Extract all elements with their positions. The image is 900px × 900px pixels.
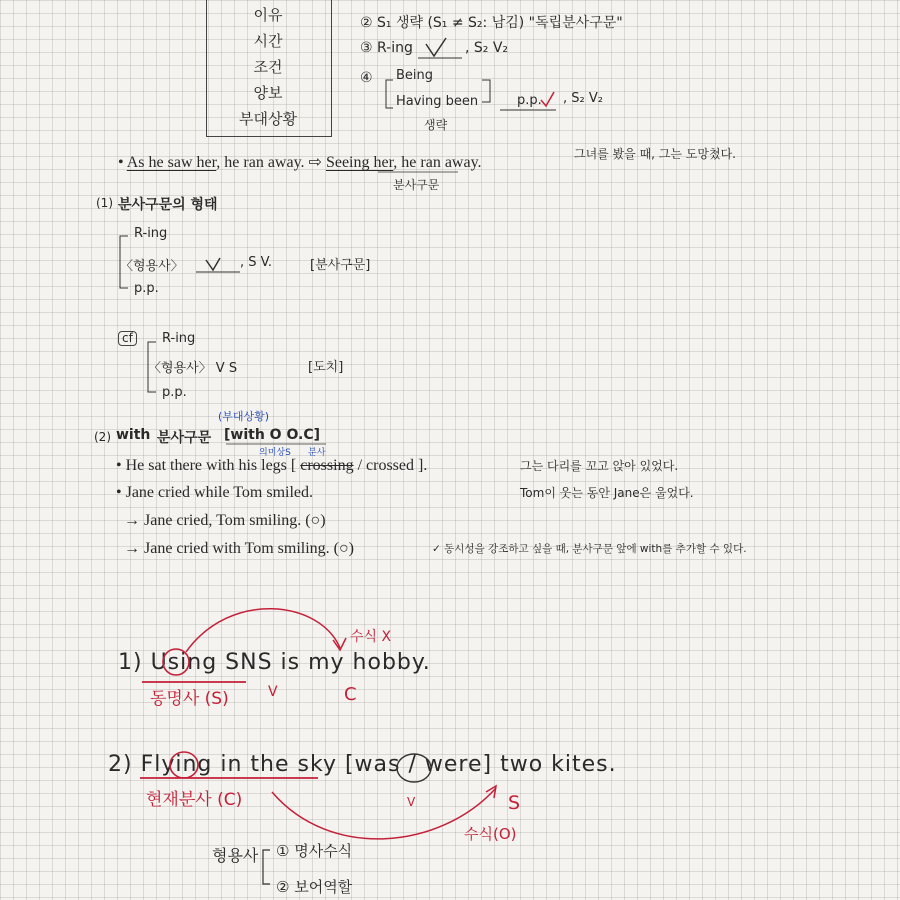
hand-adj-2: ② 보어역할	[276, 878, 353, 896]
ex1-strike: crossing	[300, 457, 354, 474]
ex2-gloss: Tom이 웃는 동안 Jane은 울었다.	[520, 486, 694, 500]
converted-clause: Seeing her	[325, 154, 394, 171]
example-label: 분사구문	[393, 178, 440, 192]
ex1-gloss: 그는 다리를 꼬고 앉아 있었다.	[520, 459, 679, 473]
hand-red-no-modify: 수식 X	[350, 629, 392, 645]
hand-red-gerund: 동명사 (S)	[150, 689, 229, 709]
cf-tag: [도치]	[308, 360, 344, 375]
box-item-time: 시간	[253, 32, 283, 50]
ex3-text: → Jane cried, Tom smiling. (○)	[124, 512, 326, 529]
ex1-rest: / crossed ].	[353, 457, 428, 474]
hand-red-s: S	[508, 792, 521, 814]
item-3-tail: , S₂ V₂	[465, 40, 509, 56]
hand-red-present-participle: 현재분사 (C)	[146, 790, 243, 810]
section-2-with: with	[116, 427, 151, 443]
adj-bracket	[263, 850, 270, 884]
ex2-text: • Jane cried while Tom smiled.	[116, 484, 314, 501]
cf-r-ing: R-ing	[162, 331, 196, 346]
blue-note-participle: 분사	[308, 448, 326, 458]
red-arc-arrow-1	[186, 609, 340, 652]
section-2-heading: 분사구문	[157, 430, 212, 446]
bullet: •	[118, 154, 124, 171]
red-circle-ing-2	[170, 752, 198, 778]
hand-red-v1: V	[268, 684, 278, 700]
converted-rest: , he ran away.	[393, 154, 482, 171]
hand-red-modify-o: 수식(O)	[464, 825, 517, 843]
item-3-label: ③ R-ing	[360, 40, 413, 56]
blue-note-subject: 의미상S	[259, 448, 291, 458]
item-4-having-been: Having been	[396, 94, 479, 109]
circle-were	[397, 754, 431, 782]
form-tag: [분사구문]	[310, 258, 371, 273]
item-4-tail: , S₂ V₂	[563, 91, 603, 106]
hand-sentence-1: 1) Using SNS is my hobby.	[118, 650, 431, 675]
section-1-heading: 분사구문의 형태	[118, 197, 218, 213]
ex1-text: • He sat there with his legs [	[116, 457, 301, 474]
item-2: ② S₁ 생략 (S₁ ≠ S₂: 남김) "독립분사구문"	[360, 15, 623, 31]
cf-bracket	[148, 342, 156, 392]
form-bracket	[120, 236, 128, 288]
form-pp: p.p.	[134, 281, 159, 296]
example-gloss: 그녀를 봤을 때, 그는 도망쳤다.	[574, 147, 736, 161]
orig-clause: As he saw her	[126, 154, 217, 171]
item-4-pp: p.p.	[517, 93, 542, 108]
item-4-note: 생략	[424, 118, 448, 132]
blue-note-attendant: (부대상황)	[218, 410, 270, 423]
form-r-ing: R-ing	[134, 226, 168, 241]
box-item-reason: 이유	[253, 6, 283, 24]
cf-adj: 〈형용사〉 V S	[148, 361, 238, 376]
check-mark-4	[541, 92, 554, 106]
ex4-text: → Jane cried with Tom smiling. (○)	[124, 540, 354, 557]
hand-red-c: C	[344, 684, 357, 705]
box-item-condition: 조건	[253, 58, 283, 76]
hand-adj-1: ① 명사수식	[276, 842, 353, 860]
section-1-num: (1)	[96, 196, 113, 210]
arrow-icon: ⇨	[308, 152, 322, 171]
item-4-being: Being	[396, 68, 434, 83]
ex4-note: ✓ 동시성을 강조하고 싶을 때, 분사구문 앞에 with를 추가할 수 있다.	[432, 543, 747, 555]
check-mark-3	[426, 38, 446, 56]
red-arc-arrow-2	[272, 788, 496, 839]
box-item-concession: 양보	[253, 84, 283, 102]
form-sv: , S V.	[240, 255, 272, 270]
form-check-mark	[206, 258, 220, 270]
form-adj: 〈형용사〉	[120, 259, 184, 274]
item-4-label: ④	[360, 70, 373, 86]
bracket-4-right	[482, 80, 490, 102]
hand-adj-label: 형용사	[212, 846, 259, 865]
cf-pp: p.p.	[162, 385, 187, 400]
hand-red-v2: V	[407, 795, 416, 809]
orig-rest: , he ran away.	[216, 154, 305, 171]
cf-badge: cf	[118, 331, 137, 346]
bracket-4-left	[386, 80, 393, 108]
hand-sentence-2: 2) Flying in the sky [was / were] two kites.	[108, 752, 617, 777]
box-item-attendant: 부대상황	[239, 110, 297, 128]
section-2-num: (2)	[94, 430, 111, 444]
section-2-bracket: [with O O.C]	[224, 427, 321, 443]
red-circle-ing-1	[163, 649, 189, 675]
